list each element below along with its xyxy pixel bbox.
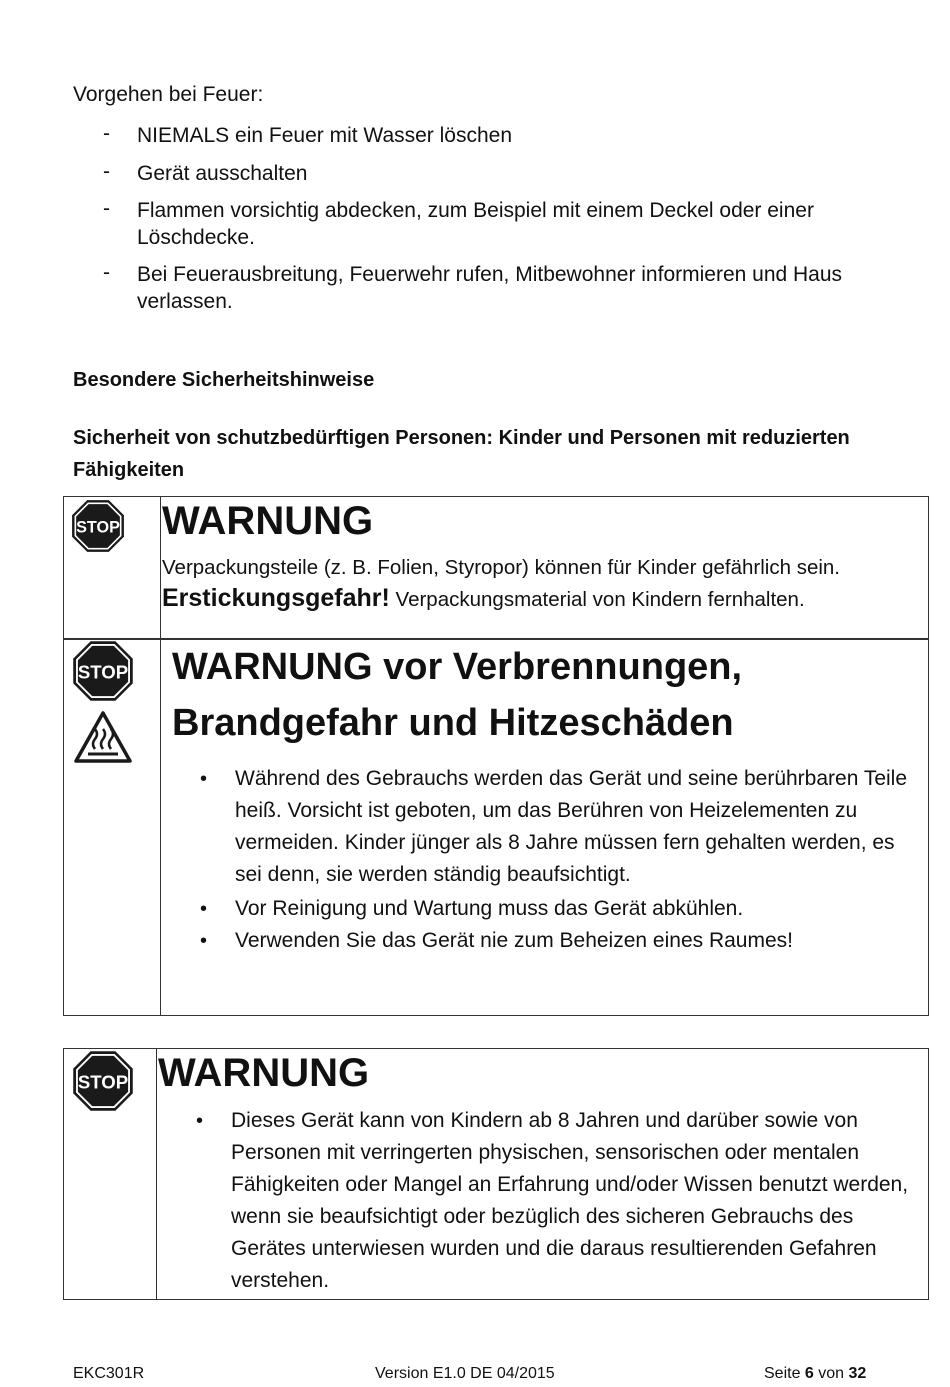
list-item: • Verwenden Sie das Gerät nie zum Beheizen eines Raumes! [162, 925, 922, 957]
list-item: • Vor Reinigung und Wartung muss das Gerät abkühlen. [162, 893, 922, 925]
list-dash: - [103, 197, 110, 220]
list-item: NIEMALS ein Feuer mit Wasser löschen [137, 124, 513, 147]
warning-title: WARNUNG vor Verbrennungen, Brandgefahr und Hitzeschäden [172, 646, 743, 744]
list-item: Flammen vorsichtig abdecken, zum Beispiel mit einem Deckel oder einer Löschdecke. [137, 199, 814, 249]
warning-box-burns [63, 638, 929, 1016]
footer-version: Version E1.0 DE 04/2015 [375, 1365, 555, 1382]
section-subtitle: Sicherheit von schutzbedürftigen Personen: Kinder und Personen mit reduzierten Fähigkeiten [73, 427, 850, 481]
fire-heading: Vorgehen bei Feuer: [73, 83, 264, 106]
svg-text:STOP: STOP [77, 661, 129, 683]
warning-title: WARNUNG [162, 499, 374, 543]
list-dash: - [103, 122, 110, 145]
list-item: • Während des Gebrauchs werden das Gerät und seine berührbaren Teile heiß. Vorsicht ist geboten, um das Berühren von Heizelementen zu vermeiden. Kinder jünger als 8 Jahre müssen fern gehalten werden, es sei denn, sie werden ständig beaufsichtigt. [162, 763, 922, 891]
stop-sign-icon [72, 1050, 134, 1112]
hot-surface-icon [73, 709, 133, 765]
warning-emphasis: Erstickungsgefahr! [162, 584, 390, 612]
list-dash: - [103, 261, 110, 284]
stop-sign-icon [71, 499, 125, 553]
warning-box-packaging [63, 496, 929, 640]
warning-title: WARNUNG [158, 1051, 370, 1095]
warning-box-children [63, 1048, 929, 1300]
list-dash: - [103, 160, 110, 183]
section-title: Besondere Sicherheitshinweise [73, 369, 375, 391]
svg-text:STOP: STOP [77, 1071, 129, 1093]
warning-list [158, 1105, 924, 1297]
stop-sign-icon [72, 640, 134, 702]
list-item: • Dieses Gerät kann von Kindern ab 8 Jahren und darüber sowie von Personen mit verringerten physischen, sensorischen oder mentalen Fähigkeiten oder Mangel an Erfahrung und/oder Wissen benutzt werden, wenn sie beaufsichtigt oder bezüglich des sicheren Gebrauchs des Gerätes unterwiesen wurden und die daraus resultierenden Gefahren verstehen. [158, 1105, 924, 1297]
list-item: Gerät ausschalten [137, 162, 308, 185]
list-item: Bei Feuerausbreitung, Feuerwehr rufen, Mitbewohner informieren und Haus verlassen. [137, 263, 843, 313]
footer-model: EKC301R [73, 1365, 145, 1382]
svg-text:STOP: STOP [76, 518, 120, 537]
warning-text: Verpackungsteile (z. B. Folien, Styropor) können für Kinder gefährlich sein. Erstickungsgefahr! Verpackungsmaterial von Kindern fernhalten. [162, 556, 840, 612]
warning-list [162, 763, 922, 957]
footer-page-number: Seite 6 von 32 [764, 1365, 867, 1382]
